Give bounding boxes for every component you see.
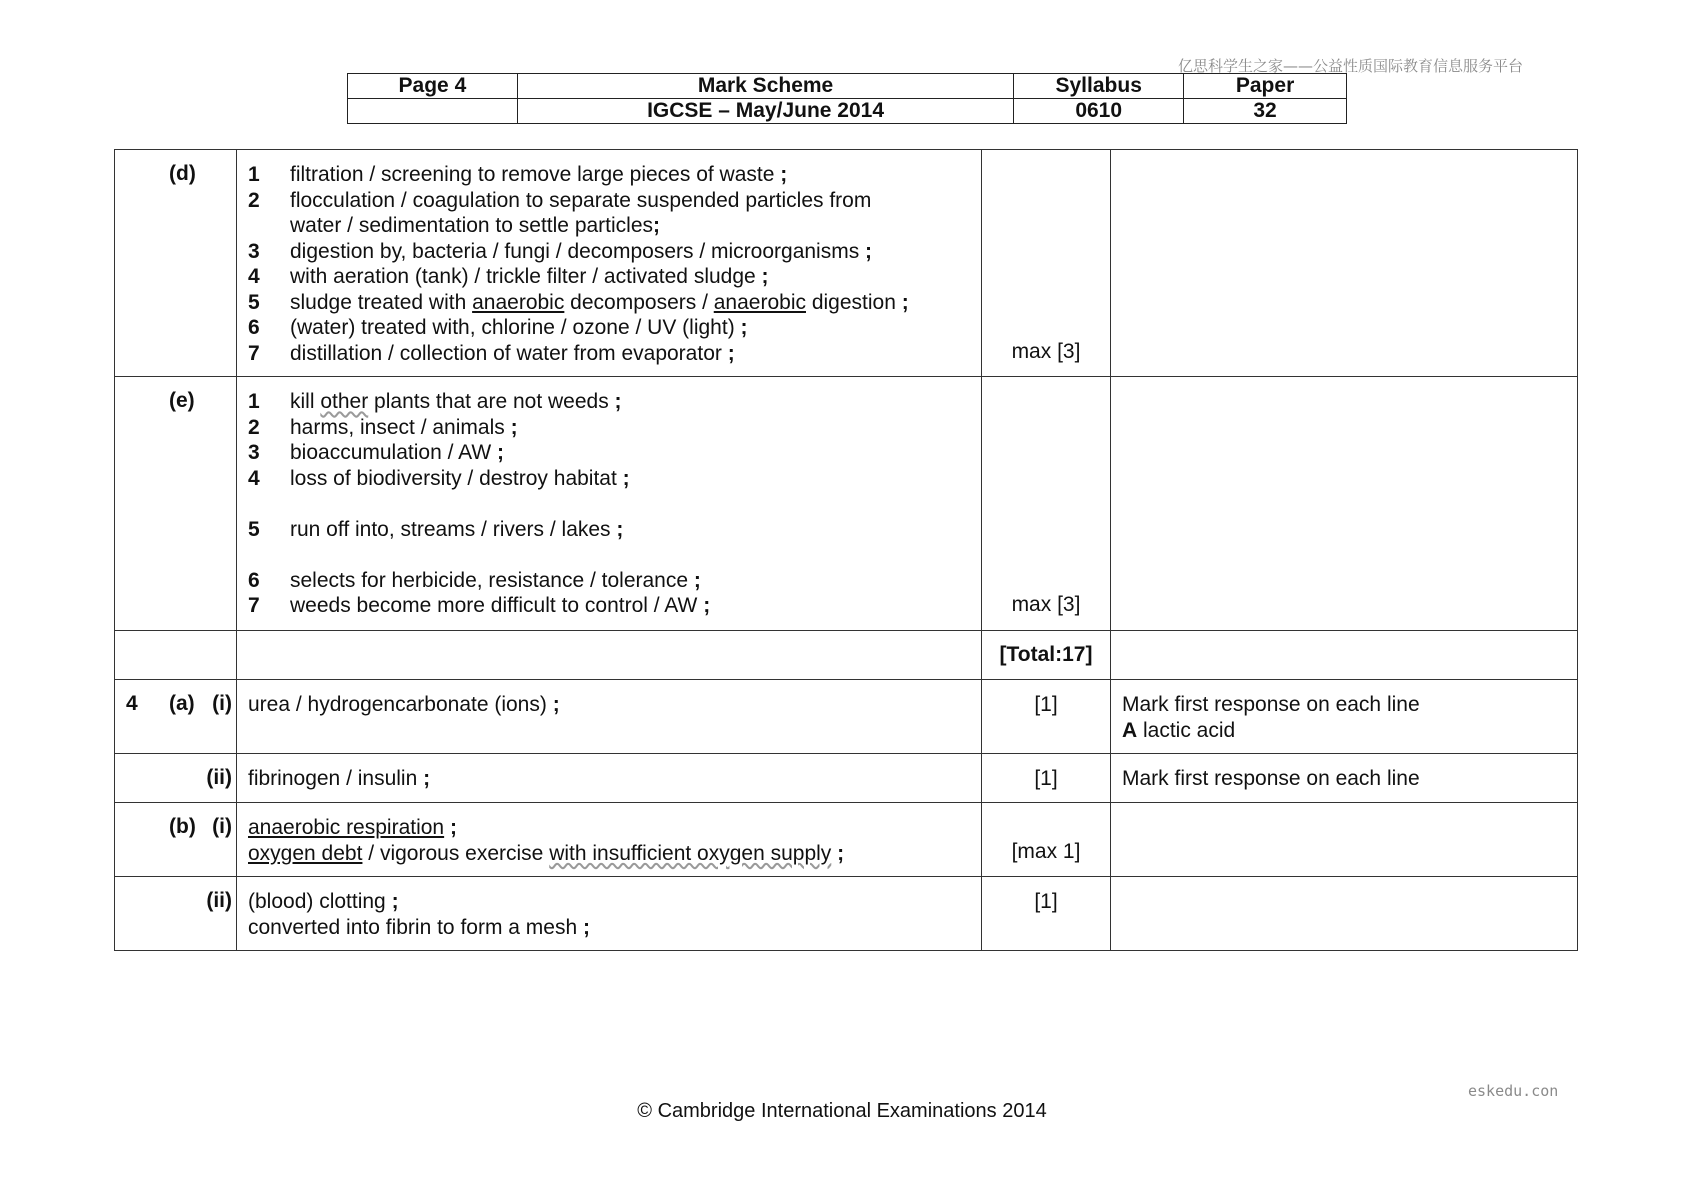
answer-point: 4 with aeration (tank) / trickle filter / activated sludge ;	[248, 265, 769, 288]
guidance-cell	[1111, 680, 1578, 754]
answer-point: 4 loss of biodiversity / destroy habitat ;	[248, 466, 630, 490]
guidance-cell	[1111, 631, 1578, 680]
marks-cell	[982, 803, 1111, 877]
syllabus-code: 0610	[1014, 99, 1184, 124]
page-label: Page 4	[348, 74, 518, 99]
answer-text: anaerobic respiration ;	[248, 816, 457, 839]
answer-point: 5 run off into, streams / rivers / lakes ;	[248, 517, 624, 541]
marks-value: [max 1]	[1011, 840, 1081, 863]
syllabus-label: Syllabus	[1014, 74, 1184, 99]
guidance-cell	[1111, 877, 1578, 951]
table-row	[115, 680, 1578, 754]
answer-point: water / sedimentation to settle particles;	[290, 214, 661, 237]
table-row	[115, 754, 1578, 803]
answer-cell	[237, 877, 982, 951]
question-cell	[115, 803, 237, 877]
guidance-cell	[1111, 377, 1578, 631]
question-cell	[115, 754, 237, 803]
guidance-cell	[1111, 150, 1578, 377]
header-table	[347, 73, 1347, 124]
answer-cell	[237, 754, 982, 803]
answer-text: fibrinogen / insulin ;	[248, 767, 431, 790]
question-cell	[115, 680, 237, 754]
mark-scheme-table	[114, 149, 1578, 951]
part-label: (d)	[169, 162, 196, 185]
part-label: (b)	[169, 815, 196, 838]
marks-cell	[982, 377, 1111, 631]
answer-cell	[237, 150, 982, 377]
table-row	[115, 150, 1578, 377]
answer-point: 7 weeds become more difficult to control / AW ;	[248, 594, 711, 617]
answer-point: 3 bioaccumulation / AW ;	[248, 441, 504, 464]
answer-point: 7 distillation / collection of water from evaporator ;	[248, 341, 735, 365]
empty-cell	[348, 99, 518, 124]
guidance-cell	[1111, 803, 1578, 877]
answer-text: oxygen debt / vigorous exercise with insufficient oxygen supply ;	[248, 841, 845, 865]
answer-cell	[237, 803, 982, 877]
question-cell	[115, 377, 237, 631]
copyright-footer: © Cambridge International Examinations 2014	[637, 1100, 1047, 1122]
total-marks: [Total:17]	[982, 631, 1111, 680]
question-number: 4	[126, 692, 138, 715]
marks-cell: [1]	[982, 680, 1111, 754]
subpart-label: (ii)	[206, 889, 232, 912]
answer-text: (blood) clotting ;	[248, 890, 399, 913]
answer-text: converted into fibrin to form a mesh ;	[248, 915, 590, 939]
part-label: (a)	[169, 692, 195, 715]
table-row	[115, 803, 1578, 877]
answer-point: 1 filtration / screening to remove large pieces of waste ;	[248, 163, 788, 186]
question-cell	[115, 631, 237, 680]
marks-cell: [1]	[982, 877, 1111, 951]
subpart-label: (i)	[212, 692, 232, 715]
answer-text: urea / hydrogencarbonate (ions) ;	[248, 693, 560, 716]
answer-point: 2 harms, insect / animals ;	[248, 415, 518, 439]
answer-point: 6 selects for herbicide, resistance / tolerance ;	[248, 568, 701, 592]
guidance-text: Mark first response on each line	[1122, 767, 1420, 790]
answer-point: 6 (water) treated with, chlorine / ozone / UV (light) ;	[248, 316, 748, 339]
answer-point: 2 flocculation / coagulation to separate suspended particles from	[248, 188, 872, 212]
answer-cell	[237, 680, 982, 754]
mark-scheme-label: Mark Scheme	[517, 74, 1013, 99]
marks-value: max [3]	[1011, 593, 1081, 616]
answer-cell	[237, 377, 982, 631]
answer-point: 3 digestion by, bacteria / fungi / decomposers / microorganisms ;	[248, 239, 873, 263]
answer-point: 5 sludge treated with anaerobic decomposers / anaerobic digestion ;	[248, 290, 909, 314]
question-cell	[115, 150, 237, 377]
answer-point: 1 kill other plants that are not weeds ;	[248, 390, 622, 413]
watermark-top: 亿思科学生之家——公益性质国际教育信息服务平台	[1178, 57, 1524, 75]
table-row	[115, 377, 1578, 631]
marks-cell: [1]	[982, 754, 1111, 803]
subpart-label: (ii)	[206, 766, 232, 789]
answer-cell	[237, 631, 982, 680]
exam-title: IGCSE – May/June 2014	[517, 99, 1013, 124]
paper-number: 32	[1184, 99, 1347, 124]
marks-value: max [3]	[1011, 340, 1081, 363]
table-row	[115, 631, 1578, 680]
paper-label: Paper	[1184, 74, 1347, 99]
subpart-label: (i)	[212, 815, 232, 838]
watermark-bottom: eskedu.con	[1468, 1082, 1559, 1100]
table-row	[115, 877, 1578, 951]
marks-cell	[982, 150, 1111, 377]
question-cell	[115, 877, 237, 951]
guidance-text: A lactic acid	[1122, 718, 1236, 742]
part-label: (e)	[169, 389, 195, 412]
guidance-text: Mark first response on each line	[1122, 693, 1420, 716]
guidance-cell	[1111, 754, 1578, 803]
